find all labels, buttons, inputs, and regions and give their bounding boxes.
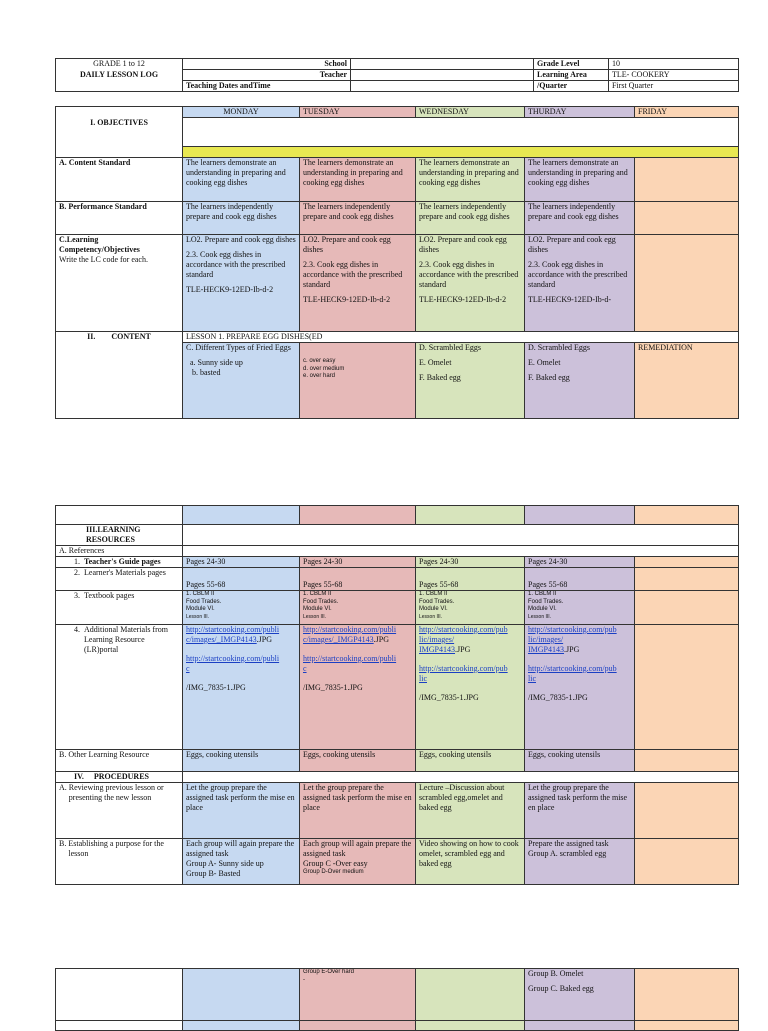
quarter-value: First Quarter [609, 81, 739, 92]
content-wed [416, 343, 525, 419]
lm-wed: Pages 55-68 [416, 568, 525, 591]
day-wednesday: WEDNESDAY [416, 107, 525, 118]
image-file: /IMG_7835-1.JPG [186, 683, 246, 692]
textbook-line: Food Trades. [528, 598, 564, 605]
textbook-line: Lesson III. [186, 613, 210, 620]
procedure-b-mon: Each group will again prepare the assigned task Group A- Sunny side up Group B- Basted [183, 839, 300, 885]
content-mon-a: a. Sunny side up [190, 358, 243, 367]
textbook-mon [183, 591, 300, 625]
learning-area-label: Learning Area [534, 70, 609, 81]
tg-label-text: Teacher's Guide pages [84, 557, 161, 566]
other-resource-tue: Eggs, cooking utensils [300, 750, 416, 772]
school-value[interactable] [351, 59, 534, 70]
tg-label: 1. Teacher's Guide pages [56, 557, 183, 568]
resources-table [55, 505, 739, 885]
resource-link[interactable]: http://startcooking.com/publi [303, 654, 397, 663]
grade-level-label: Grade Level [534, 59, 609, 70]
other-resource-label: B. Other Learning Resource [56, 750, 183, 772]
resource-link[interactable]: http://startcooking.com/publi [186, 654, 280, 663]
other-resource-mon: Eggs, cooking utensils [183, 750, 300, 772]
day-monday: MONDAY [183, 107, 300, 118]
tg-mon: Pages 24-30 [183, 557, 300, 568]
resource-link[interactable]: c/images/_IMGP4143 [303, 635, 374, 644]
objectives-blank[interactable] [183, 118, 739, 147]
competency-code: TLE-HECK9-12ED-Ib-d-2 [419, 295, 507, 304]
content-standard-tue: The learners demonstrate an understanding in preparing and cooking egg dishes [300, 158, 416, 202]
other-resource-wed: Eggs, cooking utensils [416, 750, 525, 772]
procedure-b-wed: Video showing on how to cook omelet, scrambled egg and baked egg [416, 839, 525, 885]
textbook-wed [416, 591, 525, 625]
competency-code: TLE-HECK9-12ED-Ib-d- [528, 295, 612, 304]
textbook-line: Food Trades. [303, 598, 339, 605]
procedure-a-label: A. Reviewing previous lesson or presenting the new lesson [56, 783, 183, 839]
continuation-tue: Group E-Over hard - [300, 969, 416, 1021]
lm-label-text: Learner's Materials pages [84, 568, 166, 577]
tg-wed: Pages 24-30 [416, 557, 525, 568]
procedure-a-tue: Let the group prepare the assigned task perform the mise en place [300, 783, 416, 839]
references-label: A. References [56, 546, 183, 557]
teacher-value[interactable] [351, 70, 534, 81]
content-thu-e: E. Omelet [528, 358, 561, 367]
content-tue-e: e. over hard [303, 373, 336, 379]
procedure-a-text: Reviewing previous lesson or presenting the new lesson [68, 783, 164, 802]
log-title: DAILY LESSON LOG [56, 70, 183, 81]
textbook-line: Lesson III. [303, 613, 327, 620]
textbook-line: Food Trades. [186, 598, 222, 605]
day-thursday: THURDAY [525, 107, 635, 118]
dates-value[interactable] [351, 81, 534, 92]
resource-link[interactable]: c [186, 664, 190, 673]
textbook-line: Module VI. [303, 606, 332, 612]
procedures-heading: IV. PROCEDURES [56, 772, 183, 783]
objectives-heading: I. OBJECTIVES [56, 118, 183, 147]
resources-heading: III.LEARNING RESOURCES [56, 525, 183, 546]
resource-link[interactable]: http://startcooking.com/pub [419, 664, 508, 673]
competency-lo: LO2. Prepare and cook egg dishes [419, 235, 507, 254]
quarter-label: /Quarter [534, 81, 609, 92]
learning-area-value: TLE- COOKERY [609, 70, 739, 81]
content-wed-f: F. Baked egg [419, 373, 461, 382]
resource-link[interactable]: IMGP4143 [528, 645, 565, 654]
performance-standard-thu: The learners independently prepare and cook egg dishes [525, 202, 635, 235]
performance-standard-label: B. Performance Standard [56, 202, 183, 235]
content-fri: REMEDIATION [635, 343, 739, 419]
school-label: School [183, 59, 351, 70]
textbook-line: Module VI. [528, 606, 557, 612]
additional-thu: http://startcooking.com/pub lic/images/ IMGP4143.JPG http://startcooking.com/pub lic /IMG_7835-1.JPG [525, 625, 635, 750]
content-standard-label: A. Content Standard [56, 158, 183, 202]
textbook-line: 1. CBLM II [186, 591, 215, 597]
dates-label: Teaching Dates andTime [183, 81, 351, 92]
competency-mon [183, 235, 300, 332]
procedure-a-thu: Let the group prepare the assigned task perform the mise en place [525, 783, 635, 839]
lm-mon: Pages 55-68 [183, 568, 300, 591]
competency-code: TLE-HECK9-12ED-Ib-d-2 [303, 295, 391, 304]
content-mon-b: b. basted [192, 368, 221, 377]
competency-lo: LO2. Prepare and cook egg dishes [528, 235, 616, 254]
content-mon [183, 343, 300, 419]
competency-code: TLE-HECK9-12ED-Ib-d-2 [186, 285, 274, 294]
competency-note: Write the LC code for each. [59, 255, 148, 264]
textbook-line: Module VI. [186, 606, 215, 612]
textbook-label-text: Textbook pages [84, 591, 135, 600]
competency-thu [525, 235, 635, 332]
content-mon-title: C. Different Types of Fried Eggs [186, 343, 291, 352]
additional-label-text: Additional Materials from Learning Resource (LR)portal [84, 625, 168, 654]
content-tue [300, 343, 416, 419]
resource-link[interactable]: http://startcooking.com/pub [528, 625, 617, 634]
textbook-line: Food Trades. [419, 598, 455, 605]
lm-label: 2. Learner's Materials pages [56, 568, 183, 591]
resources-blank [183, 525, 739, 546]
objectives-table [55, 106, 739, 419]
continuation-thu: Group B. Omelet Group C. Baked egg [525, 969, 635, 1021]
content-standard-mon: The learners demonstrate an understanding in preparing and cooking egg dishes [183, 158, 300, 202]
textbook-line: 1. CBLM II [303, 591, 332, 597]
procedure-b-thu: Prepare the assigned task Group A. scrambled egg [525, 839, 635, 885]
competency-label-cell [56, 235, 183, 332]
content-wed-d: D. Scrambled Eggs [419, 343, 481, 352]
day-tuesday: TUESDAY [300, 107, 416, 118]
competency-lo: LO2. Prepare and cook egg dishes [186, 235, 296, 244]
textbook-tue [300, 591, 416, 625]
tg-thu: Pages 24-30 [525, 557, 635, 568]
resource-link[interactable]: lic [528, 674, 536, 683]
competency-detail: 2.3. Cook egg dishes in accordance with the prescribed standard [186, 250, 286, 279]
lm-tue: Pages 55-68 [300, 568, 416, 591]
tg-tue: Pages 24-30 [300, 557, 416, 568]
content-tue-c: c. over easy [303, 358, 336, 364]
image-file: /IMG_7835-1.JPG [303, 683, 363, 692]
competency-label: C.Learning Competency/Objectives [59, 235, 140, 254]
content-standard-thu: The learners demonstrate an understanding in preparing and cooking egg dishes [525, 158, 635, 202]
day-friday: FRIDAY [635, 107, 739, 118]
performance-standard-mon: The learners independently prepare and cook egg dishes [183, 202, 300, 235]
resource-link[interactable]: c/images/_IMGP4143 [186, 635, 257, 644]
textbook-line: Lesson III. [419, 613, 443, 620]
resource-link[interactable]: http://startcooking.com/pub [419, 625, 508, 634]
content-thu [525, 343, 635, 419]
resource-link[interactable]: c [303, 664, 307, 673]
resource-link[interactable]: lic [419, 674, 427, 683]
procedure-b-text: Establishing a purpose for the lesson [68, 839, 164, 858]
competency-detail: 2.3. Cook egg dishes in accordance with the prescribed standard [528, 260, 628, 289]
competency-detail: 2.3. Cook egg dishes in accordance with the prescribed standard [303, 260, 403, 289]
procedure-a-wed: Lecture –Discussion about scrambled egg,omelet and baked egg [416, 783, 525, 839]
textbook-thu [525, 591, 635, 625]
additional-label: 4. Additional Materials from Learning Resource (LR)portal [56, 625, 183, 750]
performance-standard-fri [635, 202, 739, 235]
textbook-line: 1. CBLM II [419, 591, 448, 597]
continuation-table [55, 968, 739, 1031]
content-standard-wed: The learners demonstrate an understanding in preparing and cooking egg dishes [416, 158, 525, 202]
teacher-label: Teacher [183, 70, 351, 81]
image-file: /IMG_7835-1.JPG [528, 693, 588, 702]
procedure-a-mon: Let the group prepare the assigned task perform the mise en place [183, 783, 300, 839]
additional-mon: http://startcooking.com/publi c/images/_IMGP4143.JPG http://startcooking.com/publi c /IMG_7835-1.JPG [183, 625, 300, 750]
competency-lo: LO2. Prepare and cook egg dishes [303, 235, 391, 254]
header-table [55, 58, 739, 92]
content-wed-e: E. Omelet [419, 358, 452, 367]
resource-link[interactable]: lic/images/ [528, 635, 564, 644]
resource-link[interactable]: http://startcooking.com/pub [528, 664, 617, 673]
competency-fri [635, 235, 739, 332]
competency-tue [300, 235, 416, 332]
image-file: /IMG_7835-1.JPG [419, 693, 479, 702]
additional-tue: http://startcooking.com/publi c/images/_IMGP4143.JPG http://startcooking.com/publi c /IMG_7835-1.JPG [300, 625, 416, 750]
lesson-title: LESSON 1. PREPARE EGG DISHES(ED [183, 332, 739, 343]
procedure-b-label: B. Establishing a purpose for the lesson [56, 839, 183, 885]
content-thu-f: F. Baked egg [528, 373, 570, 382]
textbook-line: 1. CBLM II [528, 591, 557, 597]
content-heading: II. CONTENT [56, 332, 183, 343]
grade-level-value: 10 [609, 59, 739, 70]
content-standard-fri [635, 158, 739, 202]
resource-link[interactable]: lic/images/ [419, 635, 455, 644]
performance-standard-wed: The learners independently prepare and cook egg dishes [416, 202, 525, 235]
performance-standard-tue: The learners independently prepare and cook egg dishes [300, 202, 416, 235]
resource-link[interactable]: http://startcooking.com/publi [303, 625, 397, 634]
resource-link[interactable]: IMGP4143 [419, 645, 456, 654]
content-tue-d: d. over medium [303, 365, 345, 372]
lm-thu: Pages 55-68 [525, 568, 635, 591]
competency-detail: 2.3. Cook egg dishes in accordance with the prescribed standard [419, 260, 519, 289]
content-thu-d: D. Scrambled Eggs [528, 343, 590, 352]
competency-wed [416, 235, 525, 332]
yellow-band [183, 147, 739, 158]
textbook-line: Lesson III. [528, 613, 552, 620]
textbook-label: 3. Textbook pages [56, 591, 183, 625]
grade-range: GRADE 1 to 12 [56, 59, 183, 70]
other-resource-thu: Eggs, cooking utensils [525, 750, 635, 772]
textbook-line: Module VI. [419, 606, 448, 612]
resource-link[interactable]: http://startcooking.com/publi [186, 625, 280, 634]
procedure-b-tue: Each group will again prepare the assigned task Group C -Over easy Group D-Over medium [300, 839, 416, 885]
additional-wed: http://startcooking.com/pub lic/images/ IMGP4143.JPG http://startcooking.com/pub lic /IMG_7835-1.JPG [416, 625, 525, 750]
